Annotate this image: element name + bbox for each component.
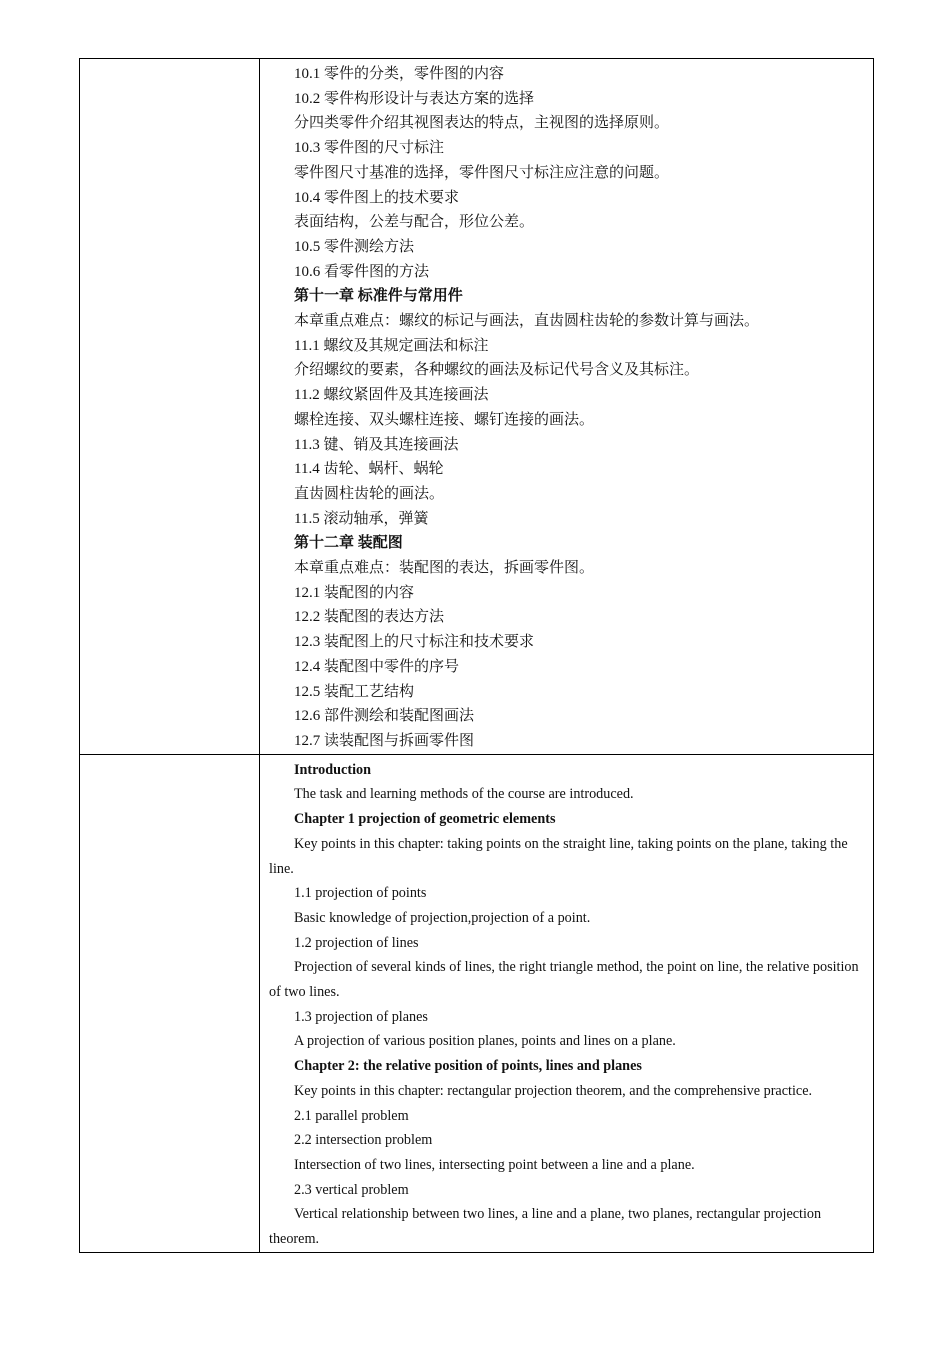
text-line: Intersection of two lines, intersecting point between a line and a plane.	[294, 1156, 695, 1173]
text-line: 1.1 projection of points	[294, 885, 427, 902]
left-empty-cell	[80, 59, 260, 755]
text-line: 10.2 零件构形设计与表达方案的选择	[294, 90, 535, 107]
section-heading: Chapter 1 projection of geometric elements	[294, 811, 556, 828]
chinese-content	[260, 59, 873, 754]
text-line: 12.5 装配工艺结构	[294, 683, 415, 700]
text-line: 本章重点难点：装配图的表达，拆画零件图。	[294, 560, 595, 577]
text-line: 介绍螺纹的要素，各种螺纹的画法及标记代号含义及其标注。	[294, 362, 700, 379]
text-line: 2.3 vertical problem	[294, 1181, 409, 1198]
text-line: 分四类零件介绍其视图表达的特点，主视图的选择原则。	[294, 115, 670, 132]
text-line: 零件图尺寸基准的选择，零件图尺寸标注应注意的问题。	[294, 164, 670, 181]
left-empty-cell	[80, 754, 260, 1252]
chinese-content-cell	[260, 59, 874, 755]
text-line: 螺栓连接、双头螺柱连接、螺钉连接的画法。	[294, 411, 595, 428]
text-line: 11.1 螺纹及其规定画法和标注	[294, 337, 489, 354]
section-heading: Chapter 2: the relative position of points, lines and planes	[294, 1058, 642, 1075]
table-row-english	[80, 754, 874, 1252]
text-line: 10.1 零件的分类，零件图的内容	[294, 66, 505, 82]
text-line: 2.2 intersection problem	[294, 1132, 433, 1149]
text-line: 11.2 螺纹紧固件及其连接画法	[294, 387, 489, 404]
english-content	[260, 755, 873, 1252]
section-heading: 第十一章 标准件与常用件	[294, 288, 463, 305]
text-line: 12.1 装配图的内容	[294, 584, 415, 601]
text-line: 11.3 键、销及其连接画法	[294, 436, 459, 453]
text-line: 1.3 projection of planes	[294, 1008, 428, 1025]
text-line: 10.6 看零件图的方法	[294, 263, 430, 280]
section-heading: Introduction	[294, 761, 371, 778]
text-line: 10.5 零件测绘方法	[294, 238, 415, 255]
table-row-chinese	[80, 59, 874, 755]
syllabus-table	[79, 58, 874, 1253]
english-content-cell	[260, 754, 874, 1252]
text-line: Key points in this chapter: rectangular projection theorem, and the comprehensive practice.	[294, 1082, 813, 1099]
text-line: 表面结构，公差与配合，形位公差。	[294, 214, 535, 231]
text-line: 12.2 装配图的表达方法	[294, 609, 445, 626]
text-line: 12.3 装配图上的尺寸标注和技术要求	[294, 634, 535, 651]
text-line: 1.2 projection of lines	[294, 934, 419, 951]
text-line: The task and learning methods of the course are introduced.	[294, 786, 634, 803]
text-line: Projection of several kinds of lines, the right triangle method, the point on line, the relative position of two lines.	[269, 959, 859, 1001]
text-line: Vertical relationship between two lines, a line and a plane, two planes, rectangular projection theorem.	[269, 1206, 822, 1248]
text-line: 11.5 滚动轴承，弹簧	[294, 510, 429, 527]
section-heading: 第十二章 装配图	[294, 535, 403, 552]
text-line: 2.1 parallel problem	[294, 1107, 409, 1124]
text-line: 12.7 读装配图与拆画零件图	[294, 732, 475, 749]
text-line: 12.4 装配图中零件的序号	[294, 658, 460, 675]
text-line: 10.4 零件图上的技术要求	[294, 189, 460, 206]
text-line: 12.6 部件测绘和装配图画法	[294, 708, 475, 725]
text-line: Basic knowledge of projection,projection of a point.	[294, 909, 591, 926]
text-line: 11.4 齿轮、蜗杆、蜗轮	[294, 461, 444, 478]
text-line: 10.3 零件图的尺寸标注	[294, 140, 445, 157]
text-line: Key points in this chapter: taking points on the straight line, taking points on the plane, taking the line.	[269, 835, 848, 877]
text-line: 直齿圆柱齿轮的画法。	[294, 485, 445, 502]
text-line: A projection of various position planes, points and lines on a plane.	[294, 1033, 676, 1050]
text-line: 本章重点难点：螺纹的标记与画法，直齿圆柱齿轮的参数计算与画法。	[294, 313, 760, 330]
